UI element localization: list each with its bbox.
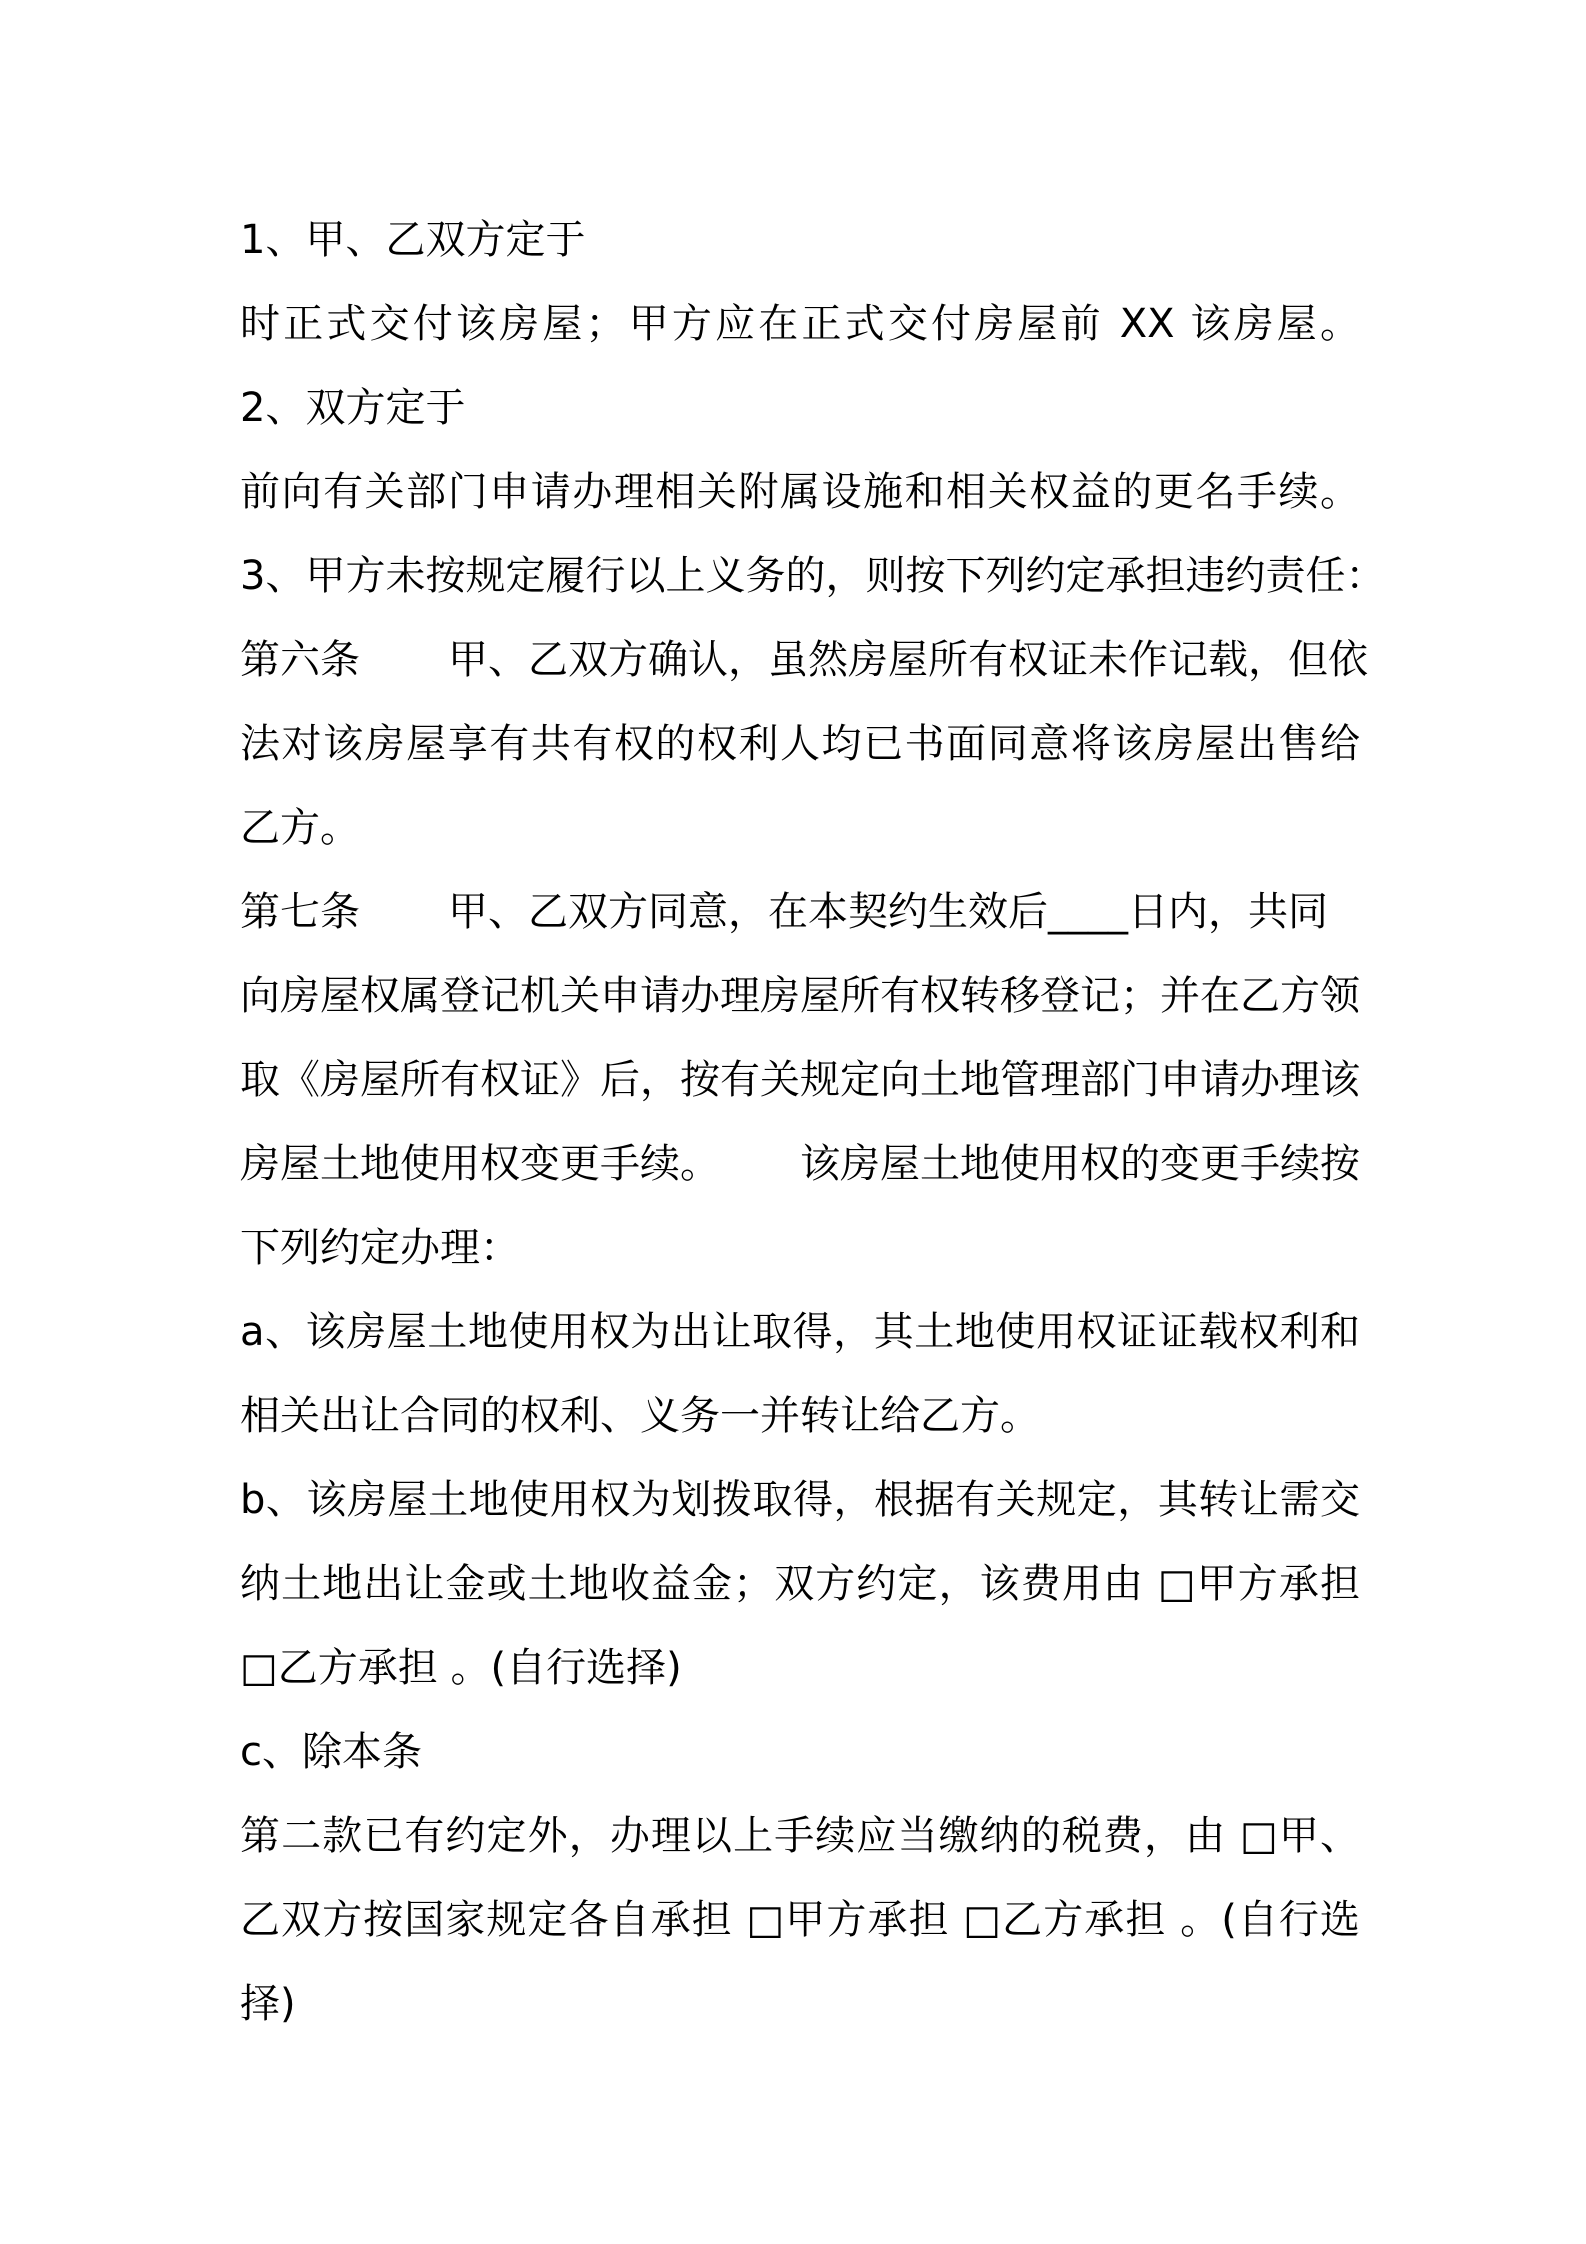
article-seven-line	[240, 870, 1360, 954]
line-text: 甲、乙双方同意，在本契约生效后____日内，共同	[448, 889, 1328, 935]
line-text: 乙双方按国家规定各自承担 □甲方承担 □乙方承担 。(自行选	[240, 1897, 1360, 1943]
clause-line	[240, 702, 1360, 786]
line-text: 取《房屋所有权证》后，按有关规定向土地管理部门申请办理该	[240, 1057, 1360, 1103]
clause-line	[240, 1542, 1360, 1626]
line-text: 第二款已有约定外，办理以上手续应当缴纳的税费，由 □甲、	[240, 1813, 1360, 1859]
clause-line	[240, 1122, 1360, 1206]
clause-line	[240, 282, 1360, 366]
clause-line	[240, 198, 1360, 282]
line-text: 2、双方定于	[240, 385, 466, 431]
document-body	[240, 198, 1386, 2046]
clause-line	[240, 786, 1360, 870]
clause-line	[240, 366, 1360, 450]
clause-line	[240, 1374, 1360, 1458]
line-text: 甲、乙双方确认，虽然房屋所有权证未作记载，但依	[448, 637, 1368, 683]
article-label: 第六条	[240, 637, 360, 683]
line-text: 纳土地出让金或土地收益金；双方约定，该费用由 □甲方承担	[240, 1561, 1360, 1607]
line-text: c、除本条	[240, 1729, 422, 1775]
line-text: 法对该房屋享有共有权的权利人均已书面同意将该房屋出售给	[240, 721, 1360, 767]
clause-line	[240, 1458, 1360, 1542]
line-text: 前向有关部门申请办理相关附属设施和相关权益的更名手续。	[240, 469, 1360, 515]
line-text: 下列约定办理：	[240, 1225, 520, 1271]
clause-line	[240, 1290, 1360, 1374]
clause-line	[240, 1710, 1360, 1794]
line-text: 该房屋土地使用权的变更手续按	[800, 1141, 1360, 1187]
article-six-line	[240, 618, 1368, 702]
clause-line	[240, 534, 1386, 618]
clause-line	[240, 1206, 1360, 1290]
line-text: 时正式交付该房屋；甲方应在正式交付房屋前 XX 该房屋。	[240, 301, 1360, 347]
clause-line	[240, 1878, 1360, 1962]
line-text: □乙方承担 。(自行选择)	[240, 1645, 682, 1691]
line-text: 相关出让合同的权利、义务一并转让给乙方。	[240, 1393, 1040, 1439]
line-text: b、该房屋土地使用权为划拨取得，根据有关规定，其转让需交	[240, 1477, 1360, 1523]
clause-line	[240, 1962, 1360, 2046]
line-text: 向房屋权属登记机关申请办理房屋所有权转移登记；并在乙方领	[240, 973, 1360, 1019]
clause-line	[240, 450, 1360, 534]
line-text: a、该房屋土地使用权为出让取得，其土地使用权证证载权利和	[240, 1309, 1360, 1355]
line-text: 择)	[240, 1981, 296, 2027]
clause-line	[240, 954, 1360, 1038]
clause-line	[240, 1626, 1360, 1710]
article-label: 第七条	[240, 889, 360, 935]
line-text: 1、甲、乙双方定于	[240, 217, 586, 263]
clause-line	[240, 1794, 1360, 1878]
line-text: 乙方。	[240, 805, 360, 851]
clause-line	[240, 1038, 1360, 1122]
line-text: 房屋土地使用权变更手续。	[240, 1141, 720, 1187]
line-text: 3、甲方未按规定履行以上义务的，则按下列约定承担违约责任：	[240, 553, 1386, 599]
